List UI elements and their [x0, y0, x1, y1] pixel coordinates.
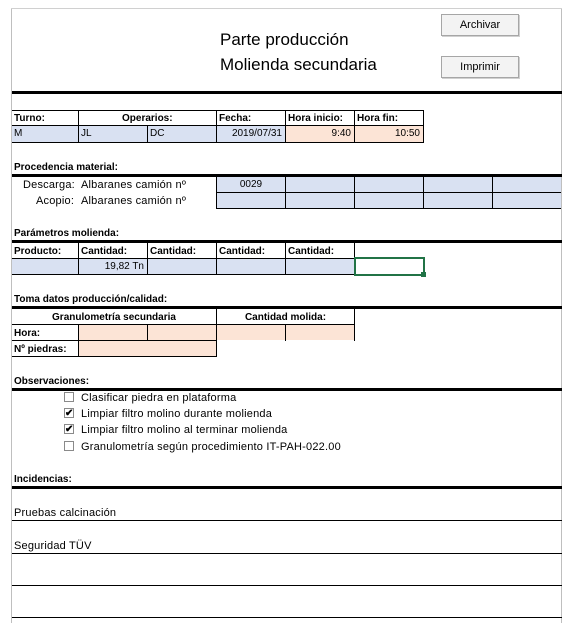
incidencia-line-2[interactable]: Seguridad TÜV	[14, 540, 92, 552]
operarios-header: Operarios:	[122, 113, 173, 124]
toma-datos-title: Toma datos producción/calidad:	[14, 294, 168, 305]
param-hline	[12, 274, 355, 275]
descarga-label: Descarga:	[23, 179, 75, 191]
observaciones-title: Observaciones:	[14, 376, 90, 387]
descarga-value-cell[interactable]: 0029	[239, 179, 263, 190]
granulometria-header: Granulometría secundaria	[52, 312, 176, 323]
header-separator	[12, 91, 562, 94]
parametros-title: Parámetros molienda:	[14, 228, 120, 239]
page-title-line1: Parte producción	[220, 30, 349, 49]
hora-cell-1[interactable]	[79, 325, 147, 340]
producto-header: Producto:	[14, 246, 62, 257]
operario1-cell[interactable]: JL	[78, 126, 148, 143]
fill-handle[interactable]	[421, 272, 426, 277]
acopio-albaranes-label: Albaranes camión nº	[81, 195, 187, 207]
cantidad-header-1: Cantidad:	[81, 246, 128, 257]
procedencia-title: Procedencia material:	[14, 162, 118, 173]
param-vline	[285, 243, 286, 275]
param-values-row[interactable]	[12, 259, 354, 274]
albaranes-grid-vline	[423, 177, 424, 209]
shift-table-top-border	[12, 110, 424, 111]
sheet-border-top	[11, 8, 562, 9]
toma-hline	[12, 356, 217, 357]
incidencia-rule	[12, 617, 562, 618]
albaranes-grid-vline	[354, 177, 355, 209]
incidencias-title: Incidencias:	[14, 474, 72, 485]
cantidad-header-3: Cantidad:	[219, 246, 266, 257]
print-button[interactable]: Imprimir	[441, 56, 519, 78]
obs-label-4: Granulometría según procedimiento IT-PAH-022.00	[81, 441, 341, 453]
cantidad-value-cell[interactable]: 19,82 Tn	[104, 261, 144, 272]
piedras-label: Nº piedras:	[14, 344, 67, 355]
acopio-label: Acopio:	[36, 195, 75, 207]
obs-label-3: Limpiar filtro molino al terminar molienda	[81, 424, 288, 436]
albaranes-grid-hline	[217, 192, 561, 193]
hora-label: Hora:	[14, 328, 41, 339]
hora-cell-2[interactable]	[148, 325, 216, 340]
checkbox-granulometria[interactable]	[64, 441, 74, 451]
albaranes-grid-hline	[217, 208, 561, 209]
cantidad-molida-header: Cantidad molida:	[244, 312, 327, 323]
albaranes-grid-vline	[492, 177, 493, 209]
turno-header: Turno:	[14, 113, 45, 124]
shift-vline	[78, 110, 79, 126]
hora-inicio-header: Hora inicio:	[288, 113, 344, 124]
shift-vline	[423, 110, 424, 143]
page-title-line2: Molienda secundaria	[220, 55, 377, 74]
param-vline	[216, 243, 217, 275]
parametros-separator	[12, 240, 562, 243]
fecha-cell[interactable]: 2019/07/31	[217, 126, 285, 142]
piedras-cell[interactable]	[79, 341, 216, 356]
obs-label-2: Limpiar filtro molino durante molienda	[81, 408, 273, 420]
incidencia-rule	[12, 520, 562, 521]
cantidad-header-4: Cantidad:	[288, 246, 335, 257]
incidencia-rule	[12, 585, 562, 586]
cantidad-molida-cell-2[interactable]	[286, 325, 354, 340]
incidencias-separator	[12, 486, 562, 489]
checkbox-limpiar-durante[interactable]: ✔	[65, 408, 74, 419]
incidencia-line-1[interactable]: Pruebas calcinación	[14, 507, 117, 519]
archive-button[interactable]: Archivar	[441, 14, 519, 36]
selected-cell[interactable]	[354, 257, 425, 276]
obs-label-1: Clasificar piedra en plataforma	[81, 392, 237, 404]
fecha-header: Fecha:	[219, 113, 252, 124]
descarga-albaranes-label: Albaranes camión nº	[81, 179, 187, 191]
turno-cell[interactable]: M	[12, 126, 79, 143]
checkbox-clasificar[interactable]	[64, 392, 74, 402]
param-vline	[147, 243, 148, 275]
sheet-border-right	[561, 8, 562, 623]
toma-datos-separator	[12, 306, 562, 309]
cantidad-molida-cell-1[interactable]	[217, 325, 285, 340]
incidencia-rule	[12, 553, 562, 554]
cantidad-header-2: Cantidad:	[150, 246, 197, 257]
albaranes-grid-vline	[285, 177, 286, 209]
checkbox-limpiar-terminar[interactable]: ✔	[65, 424, 74, 435]
hora-fin-header: Hora fin:	[357, 113, 399, 124]
toma-vline	[354, 309, 355, 341]
hora-fin-cell[interactable]: 10:50	[355, 126, 423, 142]
operario2-cell[interactable]: DC	[147, 126, 217, 143]
hora-inicio-cell[interactable]: 9:40	[286, 126, 354, 142]
